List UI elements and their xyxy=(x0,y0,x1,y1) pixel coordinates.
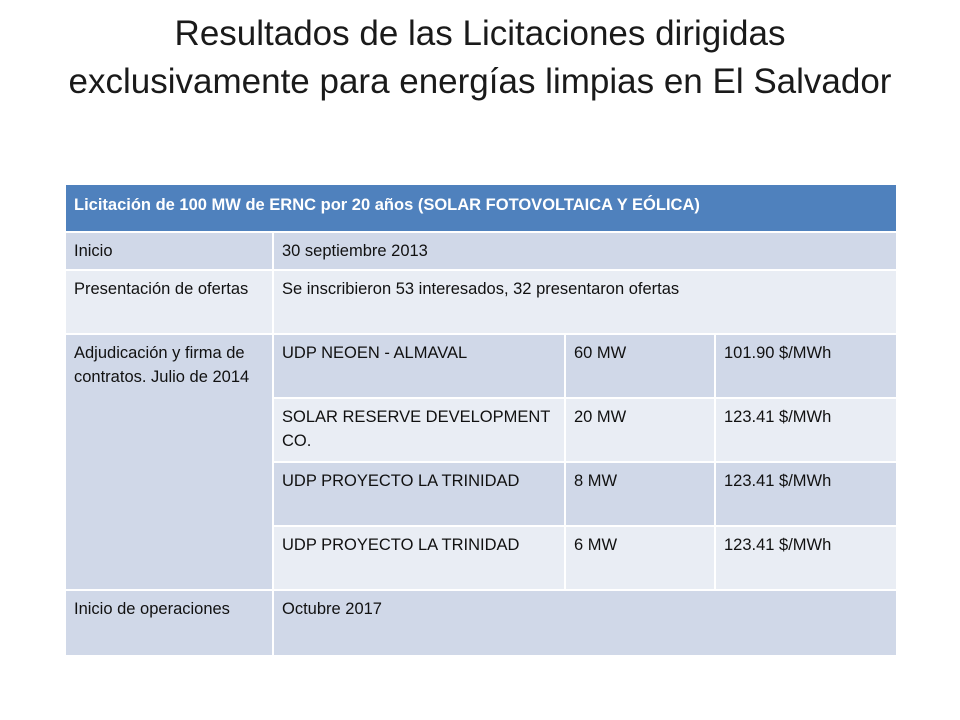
row-value: 30 septiembre 2013 xyxy=(273,232,897,270)
company-cell: SOLAR RESERVE DEVELOPMENT CO. xyxy=(273,398,565,462)
row-value: Octubre 2017 xyxy=(273,590,897,656)
price-cell: 123.41 $/MWh xyxy=(715,462,897,526)
company-cell: UDP PROYECTO LA TRINIDAD xyxy=(273,462,565,526)
price-cell: 101.90 $/MWh xyxy=(715,334,897,398)
table-row xyxy=(65,590,897,656)
price-cell: 123.41 $/MWh xyxy=(715,398,897,462)
company-cell: UDP PROYECTO LA TRINIDAD xyxy=(273,526,565,590)
capacity-cell: 8 MW xyxy=(565,462,715,526)
row-label: Adjudicación y firma de contratos. Julio de 2014 xyxy=(65,334,273,590)
row-value: Se inscribieron 53 interesados, 32 presentaron ofertas xyxy=(273,270,897,334)
company-cell: UDP NEOEN - ALMAVAL xyxy=(273,334,565,398)
capacity-cell: 20 MW xyxy=(565,398,715,462)
table-header-row xyxy=(65,184,897,232)
capacity-cell: 60 MW xyxy=(565,334,715,398)
table-header: Licitación de 100 MW de ERNC por 20 años (SOLAR FOTOVOLTAICA Y EÓLICA) xyxy=(65,184,897,232)
capacity-cell: 6 MW xyxy=(565,526,715,590)
row-label: Presentación de ofertas xyxy=(65,270,273,334)
row-label: Inicio de operaciones xyxy=(65,590,273,656)
table-row xyxy=(65,270,897,334)
table-row xyxy=(65,232,897,270)
price-cell: 123.41 $/MWh xyxy=(715,526,897,590)
tender-results-table xyxy=(64,183,898,657)
slide-title: Resultados de las Licitaciones dirigidas exclusivamente para energías limpias en El Salvador xyxy=(68,14,892,101)
row-label: Inicio xyxy=(65,232,273,270)
table-row xyxy=(65,334,897,398)
